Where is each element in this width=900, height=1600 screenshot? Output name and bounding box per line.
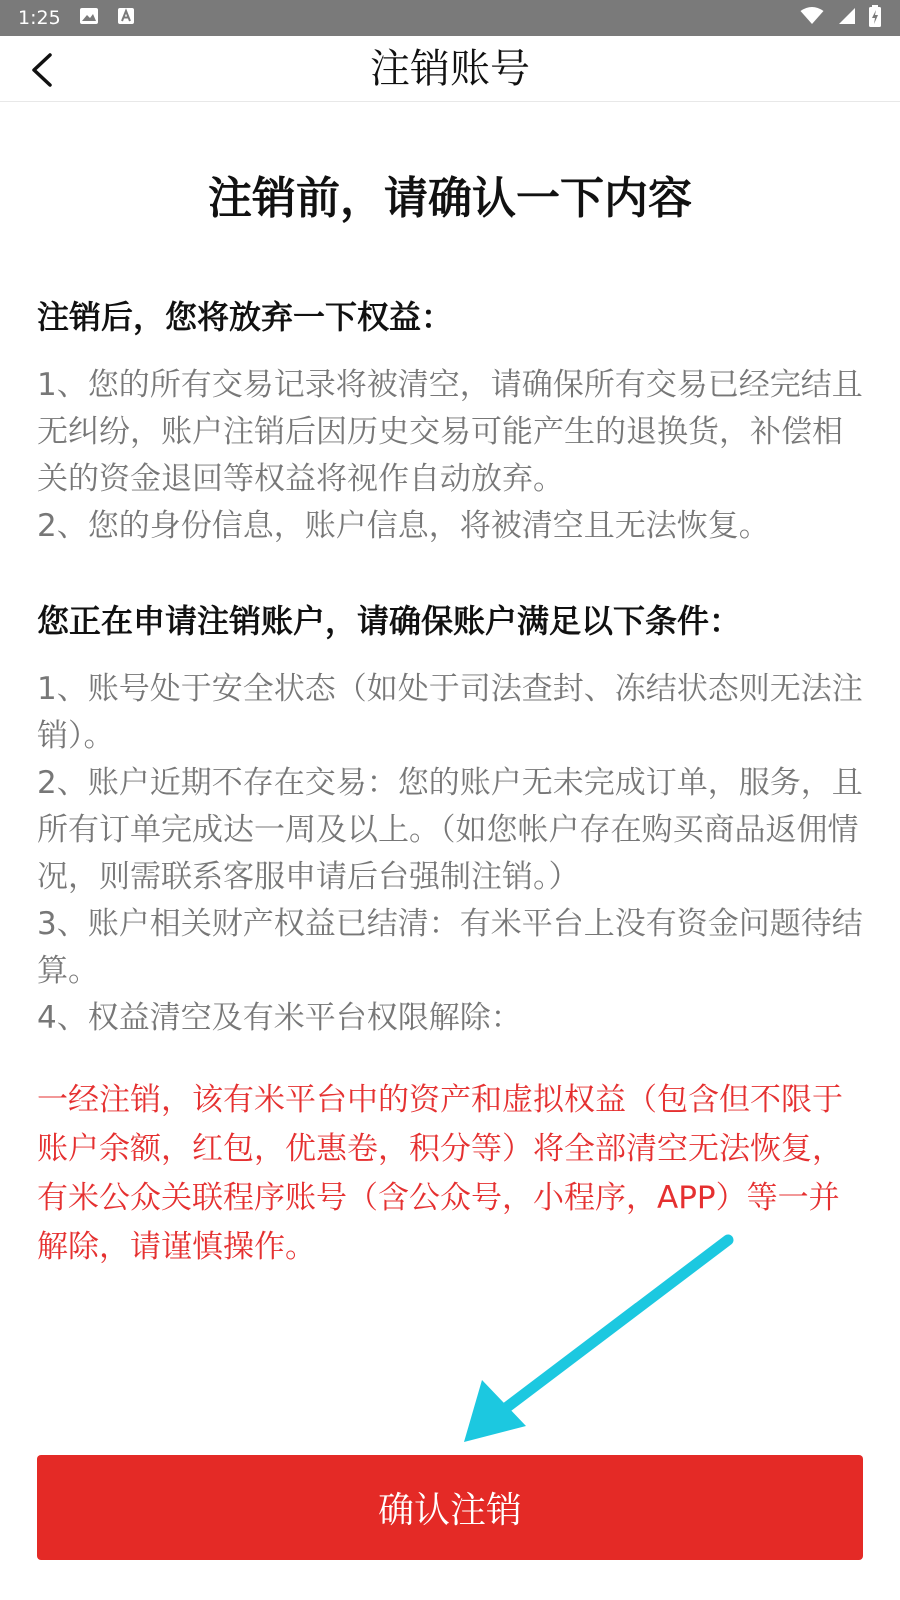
list-item: 3、账户相关财产权益已结清：有米平台上没有资金问题待结算。 bbox=[37, 906, 863, 989]
image-notification-icon bbox=[79, 7, 99, 30]
top-navigation-bar bbox=[0, 36, 900, 102]
signal-icon bbox=[836, 7, 856, 30]
section-heading-forfeit-rights: 注销后，您将放弃一下权益： bbox=[37, 298, 454, 336]
forfeit-rights-list bbox=[37, 362, 863, 550]
warning-text: 一经注销，该有米平台中的资产和虚拟权益（包含但不限于账户余额，红包，优惠卷，积分等）将全部清空无法恢复，有米公众关联程序账号（含公众号，小程序，APP）等一并解除，请谨慎操作。 bbox=[37, 1082, 843, 1265]
section-heading-conditions: 您正在申请注销账户，请确保账户满足以下条件： bbox=[37, 602, 742, 640]
back-button[interactable] bbox=[22, 50, 62, 90]
list-item: 1、账号处于安全状态（如处于司法查封、冻结状态则无法注销）。 bbox=[37, 671, 863, 754]
keyboard-notification-icon bbox=[117, 7, 135, 30]
battery-charging-icon bbox=[868, 5, 882, 32]
list-item: 2、账户近期不存在交易：您的账户无未完成订单，服务，且所有订单完成达一周及以上。（如您帐户存在购买商品返佣情况，则需联系客服申请后台强制注销。） bbox=[37, 765, 863, 895]
main-content bbox=[37, 102, 863, 1272]
list-item: 2、您的身份信息，账户信息，将被清空且无法恢复。 bbox=[37, 508, 770, 544]
list-item: 4、权益清空及有米平台权限解除： bbox=[37, 1000, 522, 1036]
status-bar bbox=[0, 0, 900, 36]
main-heading: 注销前，请确认一下内容 bbox=[208, 173, 692, 224]
wifi-icon bbox=[800, 7, 824, 30]
page-title: 注销账号 bbox=[370, 46, 530, 92]
conditions-list bbox=[37, 666, 863, 1042]
chevron-left-icon bbox=[28, 52, 56, 88]
confirm-cancel-account-button[interactable]: 确认注销 bbox=[37, 1455, 863, 1560]
status-time: 1:25 bbox=[18, 7, 61, 29]
annotation-arrow-icon bbox=[450, 1230, 740, 1450]
list-item: 1、您的所有交易记录将被清空，请确保所有交易已经完结且无纠纷，账户注销后因历史交易可能产生的退换货，补偿相关的资金退回等权益将视作自动放弃。 bbox=[37, 367, 863, 497]
